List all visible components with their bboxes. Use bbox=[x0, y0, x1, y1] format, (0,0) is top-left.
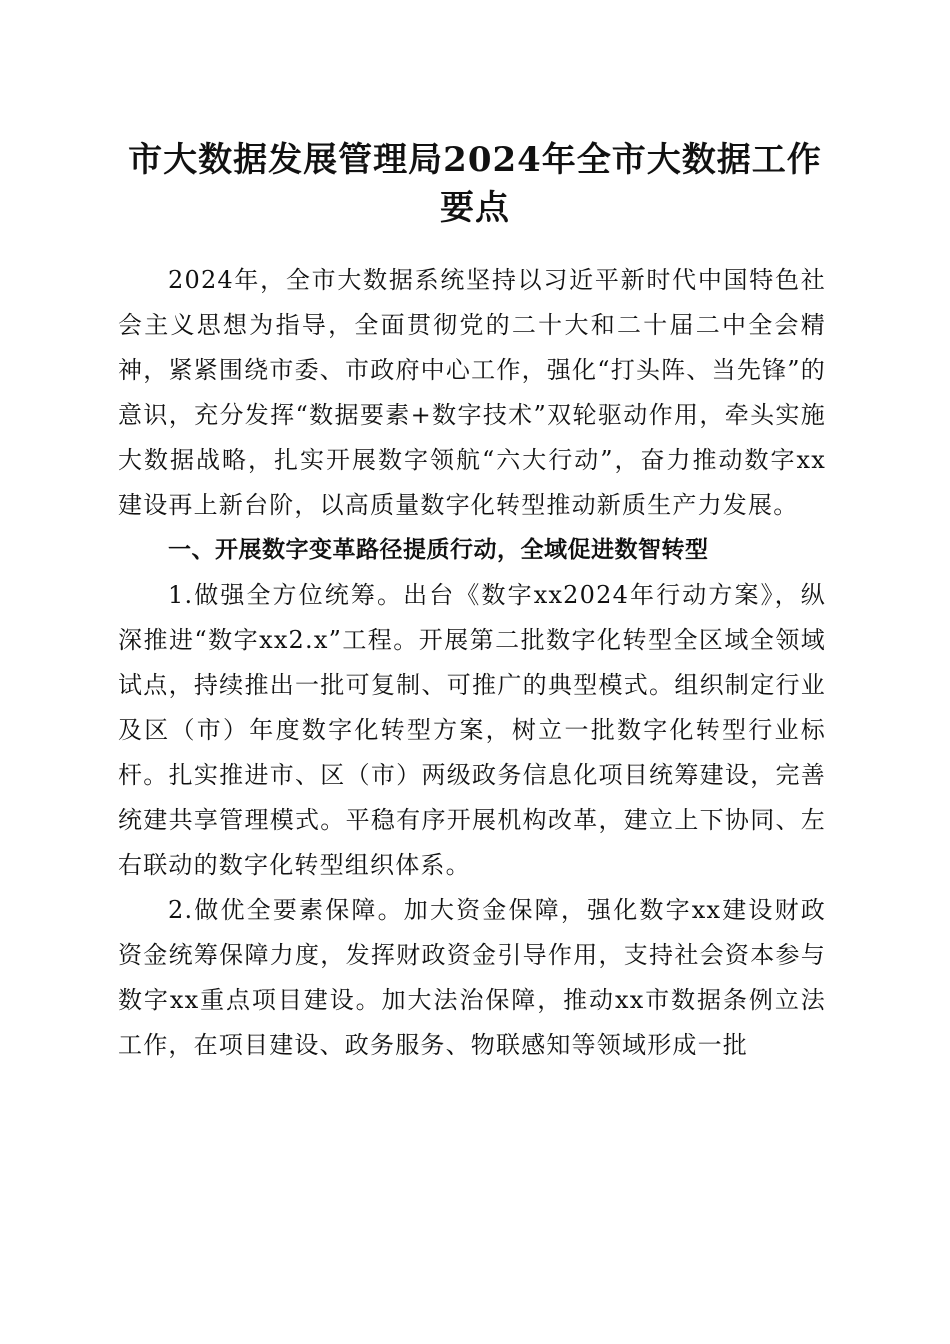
item-2-paragraph: 2.做优全要素保障。加大资金保障，强化数字xx建设财政资金统筹保障力度，发挥财政资金引导作用，支持社会资本参与数字xx重点项目建设。加大法治保障，推动xx市数据条例立法工作，在项目建设、政务服务、物联感知等领域形成一批 bbox=[118, 896, 826, 1059]
section-1-heading: 一、开展数字变革路径提质行动，全域促进数智转型 bbox=[168, 537, 709, 563]
title-line-2: 要点 bbox=[440, 188, 510, 228]
document-body bbox=[118, 258, 826, 1068]
intro-paragraph: 2024年，全市大数据系统坚持以习近平新时代中国特色社会主义思想为指导，全面贯彻党的二十大和二十届二中全会精神，紧紧围绕市委、市政府中心工作，强化“打头阵、当先锋”的意识，充分发挥“数据要素+数字技术”双轮驱动作用，牵头实施大数据战略，扎实开展数字领航“六大行动”，奋力推动数字xx建设再上新台阶，以高质量数字化转型推动新质生产力发展。 bbox=[118, 266, 826, 519]
item-1-paragraph: 1.做强全方位统筹。出台《数字xx2024年行动方案》，纵深推进“数字xx2.x”工程。开展第二批数字化转型全区域全领域试点，持续推出一批可复制、可推广的典型模式。组织制定行业及区（市）年度数字化转型方案，树立一批数字化转型行业标杆。扎实推进市、区（市）两级政务信息化项目统筹建设，完善统建共享管理模式。平稳有序开展机构改革，建立上下协同、左右联动的数字化转型组织体系。 bbox=[118, 581, 826, 879]
title-line-1: 市大数据发展管理局2024年全市大数据工作 bbox=[128, 140, 822, 180]
document-title bbox=[120, 136, 830, 232]
